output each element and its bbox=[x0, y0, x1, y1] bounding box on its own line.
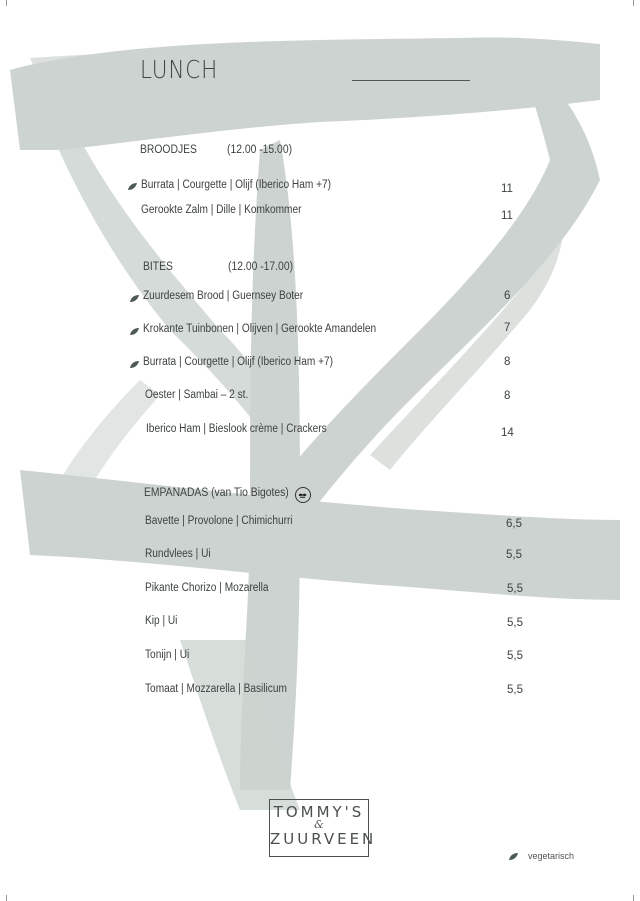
menu-item-name: Iberico Ham | Bieslook crème | Crackers bbox=[146, 423, 327, 435]
section-heading-broodjes: BROODJES bbox=[140, 144, 197, 156]
menu-item-price: 11 bbox=[501, 183, 513, 195]
menu-item-price: 8 bbox=[504, 356, 511, 368]
crop-mark bbox=[633, 0, 640, 6]
section-heading-empanadas: EMPANADAS (van Tio Bigotes) bbox=[144, 487, 289, 499]
menu-item-name: Rundvlees | Ui bbox=[145, 548, 211, 560]
menu-item-price: 5,5 bbox=[506, 549, 522, 561]
menu-item-name: Gerookte Zalm | Dille | Komkommer bbox=[141, 204, 302, 216]
menu-item-name: Tonijn | Ui bbox=[145, 649, 190, 661]
page-title: LUNCH bbox=[140, 55, 219, 84]
menu-item-price: 7 bbox=[504, 322, 511, 334]
menu-item-price: 14 bbox=[501, 427, 514, 439]
section-heading-bites: BITES bbox=[143, 261, 173, 273]
restaurant-logo bbox=[269, 799, 377, 857]
menu-item-price: 11 bbox=[501, 210, 513, 222]
menu-item-price: 8 bbox=[504, 390, 511, 402]
menu-item-name: Tomaat | Mozzarella | Basilicum bbox=[145, 683, 287, 695]
menu-item-name: Oester | Sambai – 2 st. bbox=[145, 389, 249, 401]
menu-item-price: 5,5 bbox=[507, 617, 523, 629]
menu-item-name: Kip | Ui bbox=[145, 615, 178, 627]
logo-ampersand: & bbox=[314, 818, 324, 831]
section-time-bites: (12.00 -17.00) bbox=[228, 261, 294, 273]
menu-item-name: Pikante Chorizo | Mozarella bbox=[145, 582, 269, 594]
menu-item-price: 6 bbox=[504, 290, 511, 302]
legend-label: vegetarisch bbox=[528, 851, 575, 861]
leaf-icon bbox=[129, 327, 140, 336]
leaf-icon bbox=[129, 294, 140, 303]
leaf-icon bbox=[127, 182, 138, 191]
menu-item-name: Zuurdesem Brood | Guernsey Boter bbox=[143, 290, 304, 302]
menu-item-name: Burrata | Courgette | Olijf (Iberico Ham +7) bbox=[141, 179, 332, 191]
menu-item-name: Bavette | Provolone | Chimichurri bbox=[145, 515, 293, 527]
crop-mark bbox=[0, 895, 7, 901]
menu-item-name: Krokante Tuinbonen | Olijven | Gerookte Amandelen bbox=[143, 323, 377, 335]
leaf-icon bbox=[129, 360, 140, 369]
menu-item-name: Burrata | Courgette | Olijf (Iberico Ham +7) bbox=[143, 356, 334, 368]
title-underline bbox=[352, 80, 470, 81]
logo-text-bottom: ZUURVEEN bbox=[270, 830, 377, 848]
crop-mark bbox=[633, 895, 640, 901]
menu-item-price: 5,5 bbox=[507, 684, 523, 696]
leaf-icon bbox=[508, 852, 519, 861]
mustache-icon bbox=[295, 487, 311, 503]
crop-mark bbox=[0, 0, 7, 6]
menu-item-price: 5,5 bbox=[507, 650, 523, 662]
menu-item-price: 5,5 bbox=[507, 583, 523, 595]
logo-text-top: TOMMY'S bbox=[273, 803, 365, 821]
section-time-broodjes: (12.00 -15.00) bbox=[227, 144, 293, 156]
menu-item-price: 6,5 bbox=[506, 518, 522, 530]
